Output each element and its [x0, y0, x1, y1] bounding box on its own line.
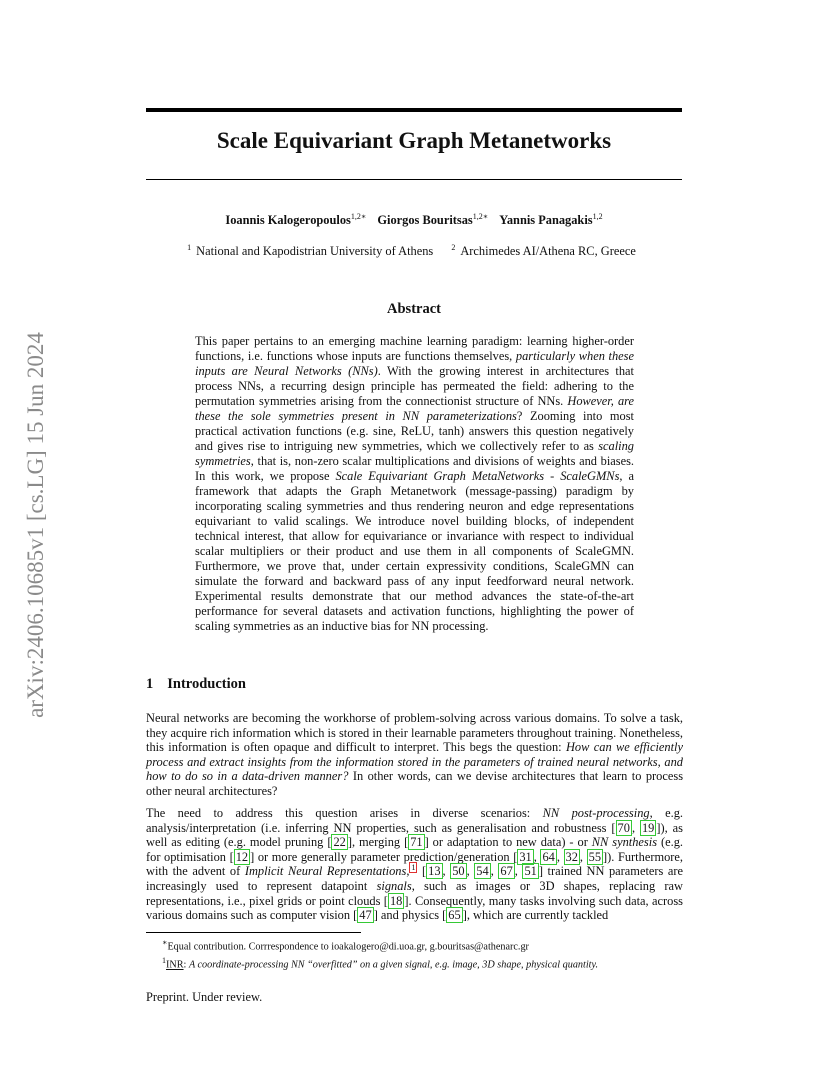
text-run: ]), as well as editing (e.g. model pruning [ — [146, 820, 683, 850]
footnote — [146, 936, 683, 954]
text-run: ] or more generally parameter prediction/generation [ — [250, 849, 518, 864]
affiliation-name: Archimedes AI/Athena RC, Greece — [460, 244, 636, 259]
abstract-body — [195, 334, 634, 634]
affiliation-mark: 1 — [187, 243, 192, 252]
paper-title: Scale Equivariant Graph Metanetworks — [216, 128, 612, 153]
intro-paragraph-2 — [146, 806, 683, 923]
italic-text: NN synthesis — [591, 835, 658, 850]
citation-link[interactable]: 12 — [235, 849, 249, 864]
section-number: 1 — [146, 676, 154, 692]
italic-text: signals — [376, 878, 412, 893]
citation-link[interactable]: 31 — [519, 849, 532, 864]
text-run: [ — [417, 864, 427, 879]
text-run: , — [533, 849, 541, 864]
text-run: , — [631, 820, 640, 835]
citation-link[interactable]: 13 — [428, 864, 441, 879]
affiliation-name: National and Kapodistrian University of Athens — [196, 244, 434, 259]
italic-text: scaling symmetries — [195, 439, 634, 468]
citation-link[interactable]: 22 — [333, 835, 346, 850]
text-run: ]. Consequently, many tasks involving such data, across various domains such as computer vision [ — [146, 893, 683, 923]
text-run: ], which are currently tackled — [462, 908, 609, 923]
text-run: (e.g. for optimisation [ — [146, 835, 684, 864]
text-run: ] and physics [ — [373, 908, 447, 923]
citation-link[interactable]: 32 — [565, 849, 578, 864]
footnote-mark: ∗ — [162, 938, 168, 947]
preprint-note: Preprint. Under review. — [146, 990, 263, 1004]
section-heading — [146, 676, 246, 693]
citation-link[interactable]: 65 — [448, 908, 461, 923]
footnote — [146, 954, 683, 972]
text-run: , — [406, 864, 410, 879]
text-run: , a framework that adapts the Graph Metanetwork (message-passing) paradigm by incorporating scaling symmetries and thus rendering neuron and edge representations equivariant to valid scalings. We introduce novel building blocks, of independent technical interest, that allow for equivariance or invariance with respect to individual scalar multipliers or their product and use them in all components of ScaleGMN. Furthermore, we prove that, under certain expressivity conditions, ScaleGMN can simulate the forward and backward pass of any input feedforward neural network. Experimental results demonstrate that our method advances the state-of-the-art performance for several datasets and activation functions, highlighting the power of scaling symmetries as an inductive bias for NN processing. — [195, 469, 634, 633]
author — [225, 213, 366, 227]
text-run: INR — [166, 959, 184, 971]
italic-text: Implicit Neural Representations — [244, 864, 407, 879]
footnotes — [146, 936, 683, 973]
citation-link[interactable]: 55 — [588, 849, 602, 864]
text-run: , e.g. analysis/interpretation (i.e. inferring NN properties, such as generalisation and robustness [ — [146, 806, 683, 835]
footnote-rule — [146, 932, 361, 933]
affiliation-mark: 2 — [451, 243, 456, 252]
section-title: Introduction — [167, 676, 246, 692]
affiliation — [451, 244, 640, 258]
text-run: , — [556, 849, 564, 864]
text-run: ], merging [ — [347, 835, 409, 850]
author-name: Giorgos Bouritsas — [377, 213, 473, 228]
text-run: , such as images or 3D shapes, replacing raw representations, i.e., pixel grids or point clouds [ — [146, 878, 683, 908]
footnote-text — [166, 960, 598, 971]
text-run: , — [490, 864, 499, 879]
affiliation — [187, 244, 438, 258]
author-list — [146, 212, 682, 228]
intro-paragraph-1 — [146, 711, 683, 799]
text-run: , that is, non-zero scalar multiplications and divisions of weights and biases. In this work, we propose — [195, 454, 634, 483]
text-run: , — [442, 864, 451, 879]
italic-text: How can we efficiently process and extract insights from the information stored in the parameters of trained neural networks, and how to do so in a data-driven manner? — [146, 740, 683, 784]
text-run: , — [579, 849, 587, 864]
citation-link[interactable]: 71 — [410, 835, 423, 850]
text-run: . With the growing interest in architectures that process NNs, a recurring design principle has permeated the field: adhering to the permutation symmetries arising from the connectionist structure of NNs. — [195, 364, 635, 408]
text-run: ] or adaptation to new data) - or — [424, 835, 592, 850]
author — [377, 213, 488, 227]
citation-link[interactable]: 67 — [500, 864, 513, 879]
footnote-ref-link[interactable]: 1 — [411, 863, 416, 873]
citation-link[interactable]: 64 — [542, 849, 555, 864]
citation-link[interactable]: 70 — [617, 820, 630, 835]
citation-link[interactable]: 54 — [476, 864, 489, 879]
author-marks: 1,2∗ — [472, 212, 489, 221]
citation-link[interactable]: 19 — [641, 820, 655, 835]
text-run: ]). Furthermore, with the advent of — [146, 849, 683, 879]
author-name: Yannis Panagakis — [499, 213, 593, 228]
text-run: ? Zooming into most practical activation functions (e.g. sine, ReLU, tanh) answers this question negatively and gives rise to intriguing new symmetries, which we collectively refer to as — [195, 409, 634, 453]
footnote-text — [167, 941, 529, 952]
title-top-rule — [146, 108, 682, 112]
citation-link[interactable]: 18 — [389, 893, 403, 908]
citation-link[interactable]: 51 — [524, 864, 537, 879]
text-run: : — [183, 959, 189, 971]
text-run: In other words, can we devise architectures that learn to process other neural architectures? — [146, 769, 684, 798]
author-marks: 1,2 — [592, 212, 603, 221]
footnote-mark: 1 — [162, 956, 166, 966]
title-bottom-rule — [146, 179, 682, 180]
abstract-heading: Abstract — [387, 301, 441, 317]
italic-text: NN post-processing — [542, 806, 650, 820]
author-name: Ioannis Kalogeropoulos — [225, 213, 351, 228]
text-run: , — [514, 864, 523, 879]
citation-link[interactable]: 50 — [452, 864, 465, 879]
affiliation-list — [146, 243, 682, 259]
author-marks: 1,2∗ — [350, 212, 367, 221]
italic-text: However, are these the sole symmetries present in NN parameterizations — [195, 394, 634, 423]
italic-text: particularly when these inputs are Neural Networks (NNs) — [195, 349, 634, 378]
arxiv-id: arXiv:2406.10685v1 [cs.LG] 15 Jun 2024 — [23, 332, 48, 718]
italic-text: Scale Equivariant Graph MetaNetworks - ScaleGMNs — [335, 469, 620, 483]
text-run: ] trained NN parameters are increasingly used to represent datapoint — [146, 864, 684, 893]
author — [499, 213, 602, 227]
text-run: , — [466, 864, 475, 879]
text-run: This paper pertains to an emerging machine learning paradigm: learning higher-order functions, i.e. functions whose inputs are functions themselves, — [195, 334, 634, 363]
italic-text: A coordinate-processing NN “overfitted” on a given signal, e.g. image, 3D shape, physical quantity. — [188, 959, 598, 971]
citation-link[interactable]: 47 — [359, 908, 372, 923]
text-run: The need to address this question arises in diverse scenarios: — [146, 806, 543, 820]
text-run: Equal contribution. Corrrespondence to ioakalogero@di.uoa.gr, g.bouritsas@athenarc.gr — [167, 941, 529, 953]
arxiv-sidebar-stamp — [18, 290, 54, 760]
text-run: Neural networks are becoming the workhorse of problem-solving across various domains. To solve a task, they acquire rich information which is stored in their learnable parameters throughout training. Nonetheless, this information is often opaque and difficult to interpret. This begs the question: — [146, 711, 683, 755]
